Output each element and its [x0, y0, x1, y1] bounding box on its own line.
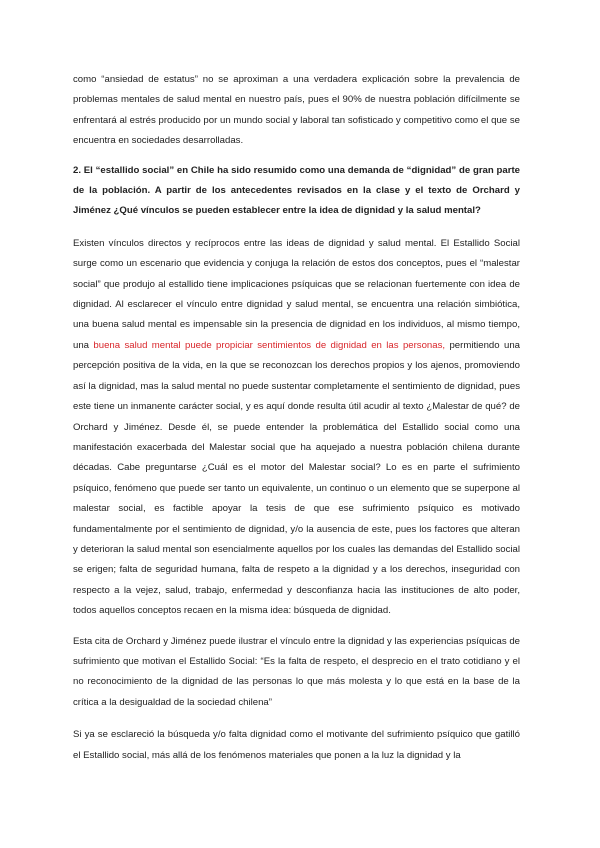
- answer-text-before-highlight: Existen vínculos directos y recíprocos entre las ideas de dignidad y salud mental. El Estallido Social surge como un escenario que evidencia y conjuga la relación de estos dos conceptos, pues el “malestar social” que produjo al estallido tiene implicaciones psíquicas que se relacionan fuertemente con idea de dignidad. Al esclarecer el vínculo entre dignidad y salud mental, se encuentra una relación simbiótica, una buena salud mental es impensable sin la presencia de dignidad en los individuos, al mismo tiempo, una: [73, 237, 520, 351]
- quote-paragraph: Esta cita de Orchard y Jiménez puede ilustrar el vínculo entre la dignidad y las experiencias psíquicas de sufrimiento que motivan el Estallido Social: “Es la falta de respeto, el desprecio en el trato cotidiano y el no reconocimiento de la dignidad de las personas lo que más molesta y lo que está en la base de la crítica a la desigualdad de la sociedad chilena”: [73, 635, 520, 708]
- highlighted-text: buena salud mental puede propiciar sentimientos de dignidad en las personas,: [93, 339, 446, 351]
- intro-paragraph: como “ansiedad de estatus” no se aproximan a una verdadera explicación sobre la prevalencia de problemas mentales de salud mental en nuestro país, pues el 90% de nuestra población difícilmente se enfrentará al estrés producido por un mundo social y laboral tan sofisticado y competitivo como el que se encuentra en sociedades desarrolladas.: [73, 74, 520, 147]
- question-heading: 2. El “estallido social” en Chile ha sido resumido como una demanda de “dignidad” de gran parte de la población. A partir de los antecedentes revisados en la clase y el texto de Orchard y Jiménez ¿Qué vínculos se pueden establecer entre la idea de dignidad y la salud mental?: [73, 164, 520, 217]
- answer-text-after-highlight: permitiendo una percepción positiva de la vida, en la que se reconozcan los derechos propios y los ajenos, promoviendo así la dignidad, mas la salud mental no puede sustentar completamente el sentimiento de dignidad, pues este tiene un inmanente carácter social, y es aquí donde resulta útil acudir al texto ¿Malestar de qué? de Orchard y Jiménez. Desde él, se puede entender la problemática del Estallido social como una manifestación exacerbada del Malestar social que ha aquejado a nuestra población chilena durante décadas. Cabe preguntarse ¿Cuál es el motor del Malestar social? Lo es en parte el sufrimiento psíquico, fenómeno que puede ser tanto un equivalente, un continuo o un elemento que se superpone al malestar social, es factible apoyar la tesis de que ese sufrimiento psíquico es motivado fundamentalmente por el sentimiento de dignidad, y/o la ausencia de este, pues los factores que alteran y deterioran la salud mental son esencialmente aquellos por los cuales las demandas del Estallido social se erigen; falta de seguridad humana, falta de respeto a la dignidad y a los derechos, inseguridad con respecto a la vejez, salud, trabajo, enfermedad y desconfianza hacia las instituciones de alto poder, todos aquellos conceptos recaen en la misma idea: búsqueda de dignidad.: [73, 339, 520, 617]
- answer-paragraph: [73, 234, 520, 622]
- last-paragraph: Si ya se esclareció la búsqueda y/o falta dignidad como el motivante del sufrimiento psíquico que gatilló el Estallido social, más allá de los fenómenos materiales que ponen a la luz la dignidad y la: [73, 729, 520, 761]
